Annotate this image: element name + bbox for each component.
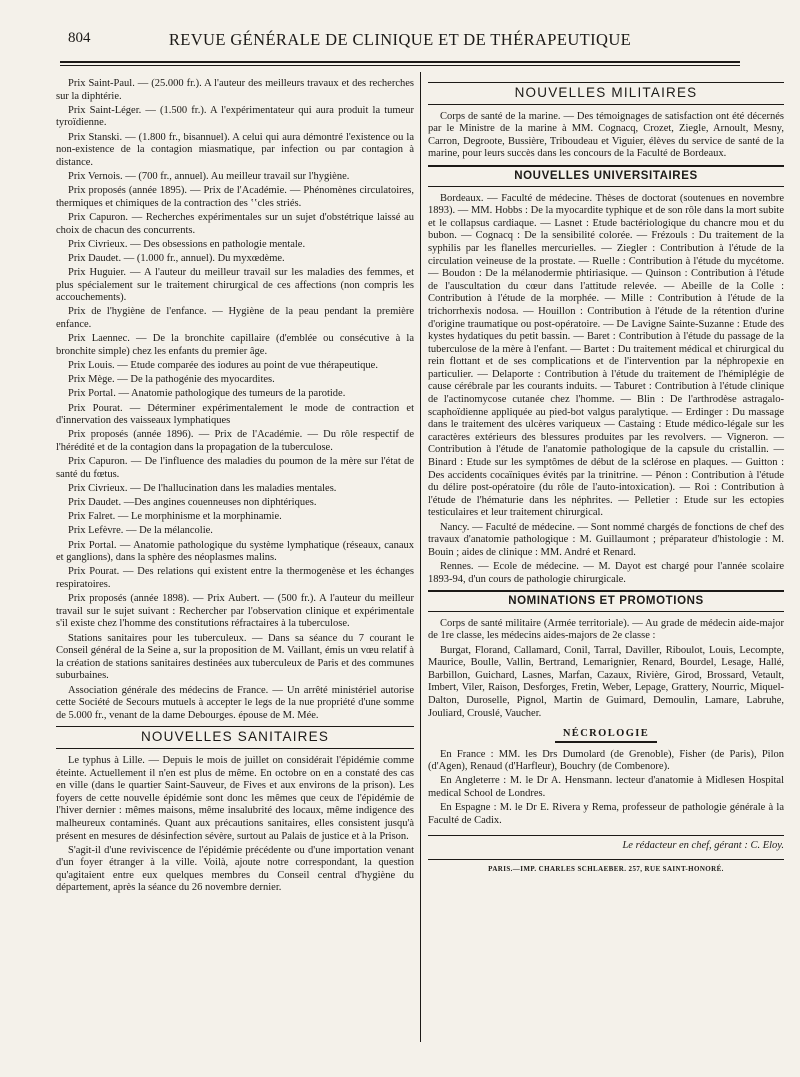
section-heading-text: NOUVELLES SANITAIRES — [56, 726, 414, 749]
header-rule-thin — [60, 65, 740, 66]
prize-entry: Prix Portal. — Anatomie pathologique des tumeurs de la parotide. — [68, 388, 346, 400]
left-column — [56, 78, 414, 897]
running-header — [60, 30, 740, 54]
right-column — [428, 78, 784, 876]
news-item: Bordeaux. — Faculté de médecine. Thèses de doctorat (soutenues en novembre 1893). — MM. Hobbs : De la myocardite typhique et de son rôle dans la mort subite et le collapsus cardiaque. — Lasnet : Etude bactériologique du chancre mou et du bubon. — Cognacq : De la sensibilité colorée. — Frézouls : Du traitement de la syphilis par les flanelles mercurielles. — Ziegler : Contribution à l'étude de la circulation veineuse de la prostate. — Ruelle : Contribution à l'étude du mycétome. — Boudon : De la mélanodermie phtiriasique. — Quinson : Contribution à l'étude de l'auscultation du cœur dans l'attitude relevée. — Abeille de la Colle : Contribution à l'étude de la morphée. — Mille : Contribution à l'étude de la trichorrhexis nodosa. — Houillon : Contribution à l'étude de la rétention d'urine d'origine traumatique ou post-opératoire. — De Lavigne Sainte-Suzanne : Etude des kystes hydatiques du petit bassin. — Baret : Contribution à l'étude du passage de la tuberculose de la mère à l'enfant. — Bartet : Du traitement médical et chirurgical du rein flottant et de ses complications et de l'intervention par la néphropexie en particulier. — Delaporte : Contribution à l'étude du traitement de l'hémiplégie de cause cérébrale par les courants induits. — Taburet : Contribution à l'étude clinique de l'actinomycose cutanée chez l'homme. — Blin : De l'arthrodèse astragalo-scaphoïdienne appliquée au pied-bot valgus paralytique. — Erdinger : Du massage dans le traitement des ulcères variqueux — Castaing : Etude médico-légale sur les caractères extérieurs des blessures produites par les revolvers. — Vigneron. — Contribution à l'étude de l'anatomie pathologique de la capsule du cristallin. — Binard : Etude sur les symptômes de début de la sclérose en plaques. — Guitton : Des accidents cocaïniques évités par la trinitrine. — Pénon : Contribution à l'étude du délire post-opératoire (du rôle de l'auto-intoxication). — Roi : Contribution à l'étude de l'hématurie dans les néphrites. — Pelletier : Etude sur les ectopies testiculaires et leur traitement chirurgical. — [428, 192, 784, 519]
prize-entry: Prix Laennec. — De la bronchite capillaire (d'emblée ou consécutive à la bronchite simple) chez les enfants du premier âge. — [56, 333, 414, 357]
prize-entry: Prix Pourat. — Des relations qui existent entre la thermogenèse et les échanges respiratoires. — [56, 566, 414, 591]
news-item: Stations sanitaires pour les tuberculeux. — Dans sa séance du 7 courant le Conseil général de la Seine a, sur la proposition de M. Vaillant, émis un vœu relatif à la création de stations sanitaires destinées aux tuberculeux de Paris et des communes suburbaines. — [56, 632, 414, 682]
column-divider — [420, 72, 421, 1042]
obituary-item: En Angleterre : M. le Dr A. Hensmann. lecteur d'anatomie à Midlesen Hospital medical School de Londres. — [428, 775, 784, 800]
section-heading-text: NOUVELLES MILITAIRES — [428, 82, 784, 105]
prize-entry: Prix Capuron. — Recherches expérimentales sur un sujet d'obstétrique laissé au choix de chacun des concurrents. — [56, 211, 414, 236]
news-item: Le typhus à Lille. — Depuis le mois de juillet on considérait l'épidémie comme éteinte. Actuellement il n'en est plus de même. En octobre on en a constaté des cas en ville (dans le quartier Saint-Sauveur, de Fives et aux environs de la prison). Les foyers de cette nouvelle épidémie sont donc les mêmes que ceux de l'épidémie de l'hiver dernier : mêmes maisons, même insalubrité des locaux, même indigence des malheureux contaminés. Quant aux précautions sanitaires, elles consistent jusqu'à présent en mesures de désinfection sévère, surtout au Palais de justice et à la Prison. — [56, 754, 414, 842]
prize-entry: Prix Daudet. —Des angines couenneuses non diphtériques. — [68, 497, 317, 509]
section-heading — [428, 728, 784, 743]
prize-entry: Prix proposés (année 1898). — Prix Aubert. — (500 fr.). A l'auteur du meilleur travail sur le sujet suivant : Rechercher par l'observation clinique et expérimentale s'il existe chez l'homme des constitutions réfractaires à la tuberculose. — [56, 593, 414, 630]
section-heading — [56, 726, 414, 749]
prize-entry: Prix Civrieux. — De l'hallucination dans les maladies mentales. — [68, 482, 337, 494]
section-heading — [428, 165, 784, 187]
prize-entry: Prix Saint-Léger. — (1.500 fr.). A l'expérimentateur qui aura produit la tumeur tyroïdienne. — [56, 104, 414, 129]
news-item: Nancy. — Faculté de médecine. — Sont nommé chargés de fonctions de chef des travaux d'anatomie pathologique : M. Guillaumont ; préparateur d'histologie : M. Bouin ; aides de clinique : MM. André et Renard. — [428, 521, 784, 558]
section-heading — [428, 82, 784, 105]
prize-entry: Prix Mège. — De la pathogénie des myocardites. — [68, 374, 275, 386]
prize-entry: Prix Pourat. — Déterminer expérimentalement le mode de contraction et d'innervation des vaisseaux lymphatiques — [56, 402, 414, 427]
prize-entry: Prix Capuron. — De l'influence des maladies du poumon de la mère sur l'état de santé du fœtus. — [56, 456, 414, 480]
prize-entry: Prix Daudet. — (1.000 fr., annuel). Du myxœdème. — [68, 252, 285, 264]
prize-entry: Prix Vernois. — (700 fr., annuel). Au meilleur travail sur l'hygiène. — [68, 170, 350, 182]
section-heading-text: NOUVELLES UNIVERSITAIRES — [428, 165, 784, 187]
prize-entry: Prix Saint-Paul. — (25.000 fr.). A l'auteur des meilleurs travaux et des recherches sur la diphtérie. — [56, 78, 414, 102]
prize-entry: Prix Stanski. — (1.800 fr., bisannuel). A celui qui aura démontré l'existence ou la non-existence de la contagion miasmatique, par infection ou par contagion à distance. — [56, 131, 414, 168]
page-number: 804 — [68, 30, 91, 46]
prize-entry: Prix Portal. — Anatomie pathologique du système lymphatique (réseaux, canaux et ganglions), dans la sphère des néoplasmes malins. — [56, 539, 414, 564]
prize-entry: Prix Huguier. — A l'auteur du meilleur travail sur les maladies des femmes, et plus spécialement sur le traitement chirurgical de ces affections (non compris les accouchements). — [56, 267, 414, 304]
journal-title: REVUE GÉNÉRALE DE CLINIQUE ET DE THÉRAPEUTIQUE — [168, 30, 632, 49]
prize-entry: Prix Louis. — Etude comparée des iodures au point de vue thérapeutique. — [68, 360, 378, 371]
name-list: Burgat, Florand, Callamard, Conil, Tarral, Daviller, Riboulot, Louis, Lecompte, Maurice, Boulle, Vallin, Bertrand, Lemarignier, Renard, Bourdel, Lesage, Hallé, Barbillon, Guichard, Lasnes, Marfan, Cazaux, Rivière, Girod, Brossard, Vetault, Imbert, Viler, Raison, Desforges, Fretin, Weber, Lepage, Grattery, Nourric, Miquel-Dalton, Duroselle, Pignol, Martin de Guimard, Demoulin, Lamare, Labruhe, Jouliard, Crouslé, Vaucher. — [428, 644, 784, 719]
prize-entry: Prix proposés (année 1896). — Prix de l'Académie. — Du rôle respectif de l'hérédité et de la contagion dans la propagation de la tuberculose. — [56, 429, 414, 453]
section-heading-text: NÉCROLOGIE — [555, 728, 657, 743]
section-heading — [428, 590, 784, 612]
prize-entry: Prix Lefèvre. — De la mélancolie. — [68, 525, 213, 537]
header-rule — [60, 61, 740, 63]
obituary-item: En Espagne : M. le Dr E. Rivera y Rema, professeur de pathologie générale à la Faculté de Cadix. — [428, 802, 784, 826]
news-item: S'agit-il d'une reviviscence de l'épidémie précédente ou d'une importation venant d'un foyer étranger à la ville. Voilà, ajoute notre correspondant, la question qu'agitaient entre eux quelques membres du Conseil central d'hygiène du département, après la séance du 26 novembre dernier. — [56, 844, 414, 894]
section-heading-text: NOMINATIONS ET PROMOTIONS — [428, 590, 784, 612]
news-item: Corps de santé de la marine. — Des témoignages de satisfaction ont été décernés par le Ministre de la marine à MM. Cognacq, Crozet, Ziegle, Arnoult, Mesny, Carron, Degroote, Bussière, Triboudeau et Viguier, élèves du service de santé de la marine, pour leurs succès dans les concours de la Faculté de Bordeaux. — [428, 110, 784, 160]
editor-signature: Le rédacteur en chef, gérant : C. Eloy. — [428, 835, 784, 853]
prize-entry: Prix de l'hygiène de l'enfance. — Hygiène de la peau pendant la première enfance. — [56, 306, 414, 331]
news-item: Corps de santé militaire (Armée territoriale). — Au grade de médecin aide-major de 1re classe, les médecins aides-majors de 2e classe : — [428, 617, 784, 642]
prize-entry: Prix Civrieux. — Des obsessions en pathologie mentale. — [68, 238, 306, 250]
news-item: Association générale des médecins de France. — Un arrêté ministériel autorise cette Société de Secours mutuels à accepter le legs de la nue propriété d'une somme de 5.000 fr., venant de la dame Debourges. épouse de M. Mée. — [56, 684, 414, 721]
news-item: Rennes. — Ecole de médecine. — M. Dayot est chargé pour l'année scolaire 1893-94, d'un cours de pathologie chirurgicale. — [428, 560, 784, 585]
prize-entry: Prix Falret. — Le morphinisme et la morphinamie. — [68, 511, 282, 523]
obituary-item: En France : MM. les Drs Dumolard (de Grenoble), Fisher (de Paris), Pilon (d'Agen), Renaud (d'Harfleur), Bouchry (de Combenore). — [428, 748, 784, 773]
prize-entry: Prix proposés (année 1895). — Prix de l'Académie. — Phénomènes circulatoires, thermiques et chimiques de la contraction des ʽʽcles striés. — [56, 185, 414, 209]
printer-imprint: PARIS.—IMP. CHARLES SCHLAEBER. 257, RUE SAINT-HONORÉ. — [428, 859, 784, 876]
